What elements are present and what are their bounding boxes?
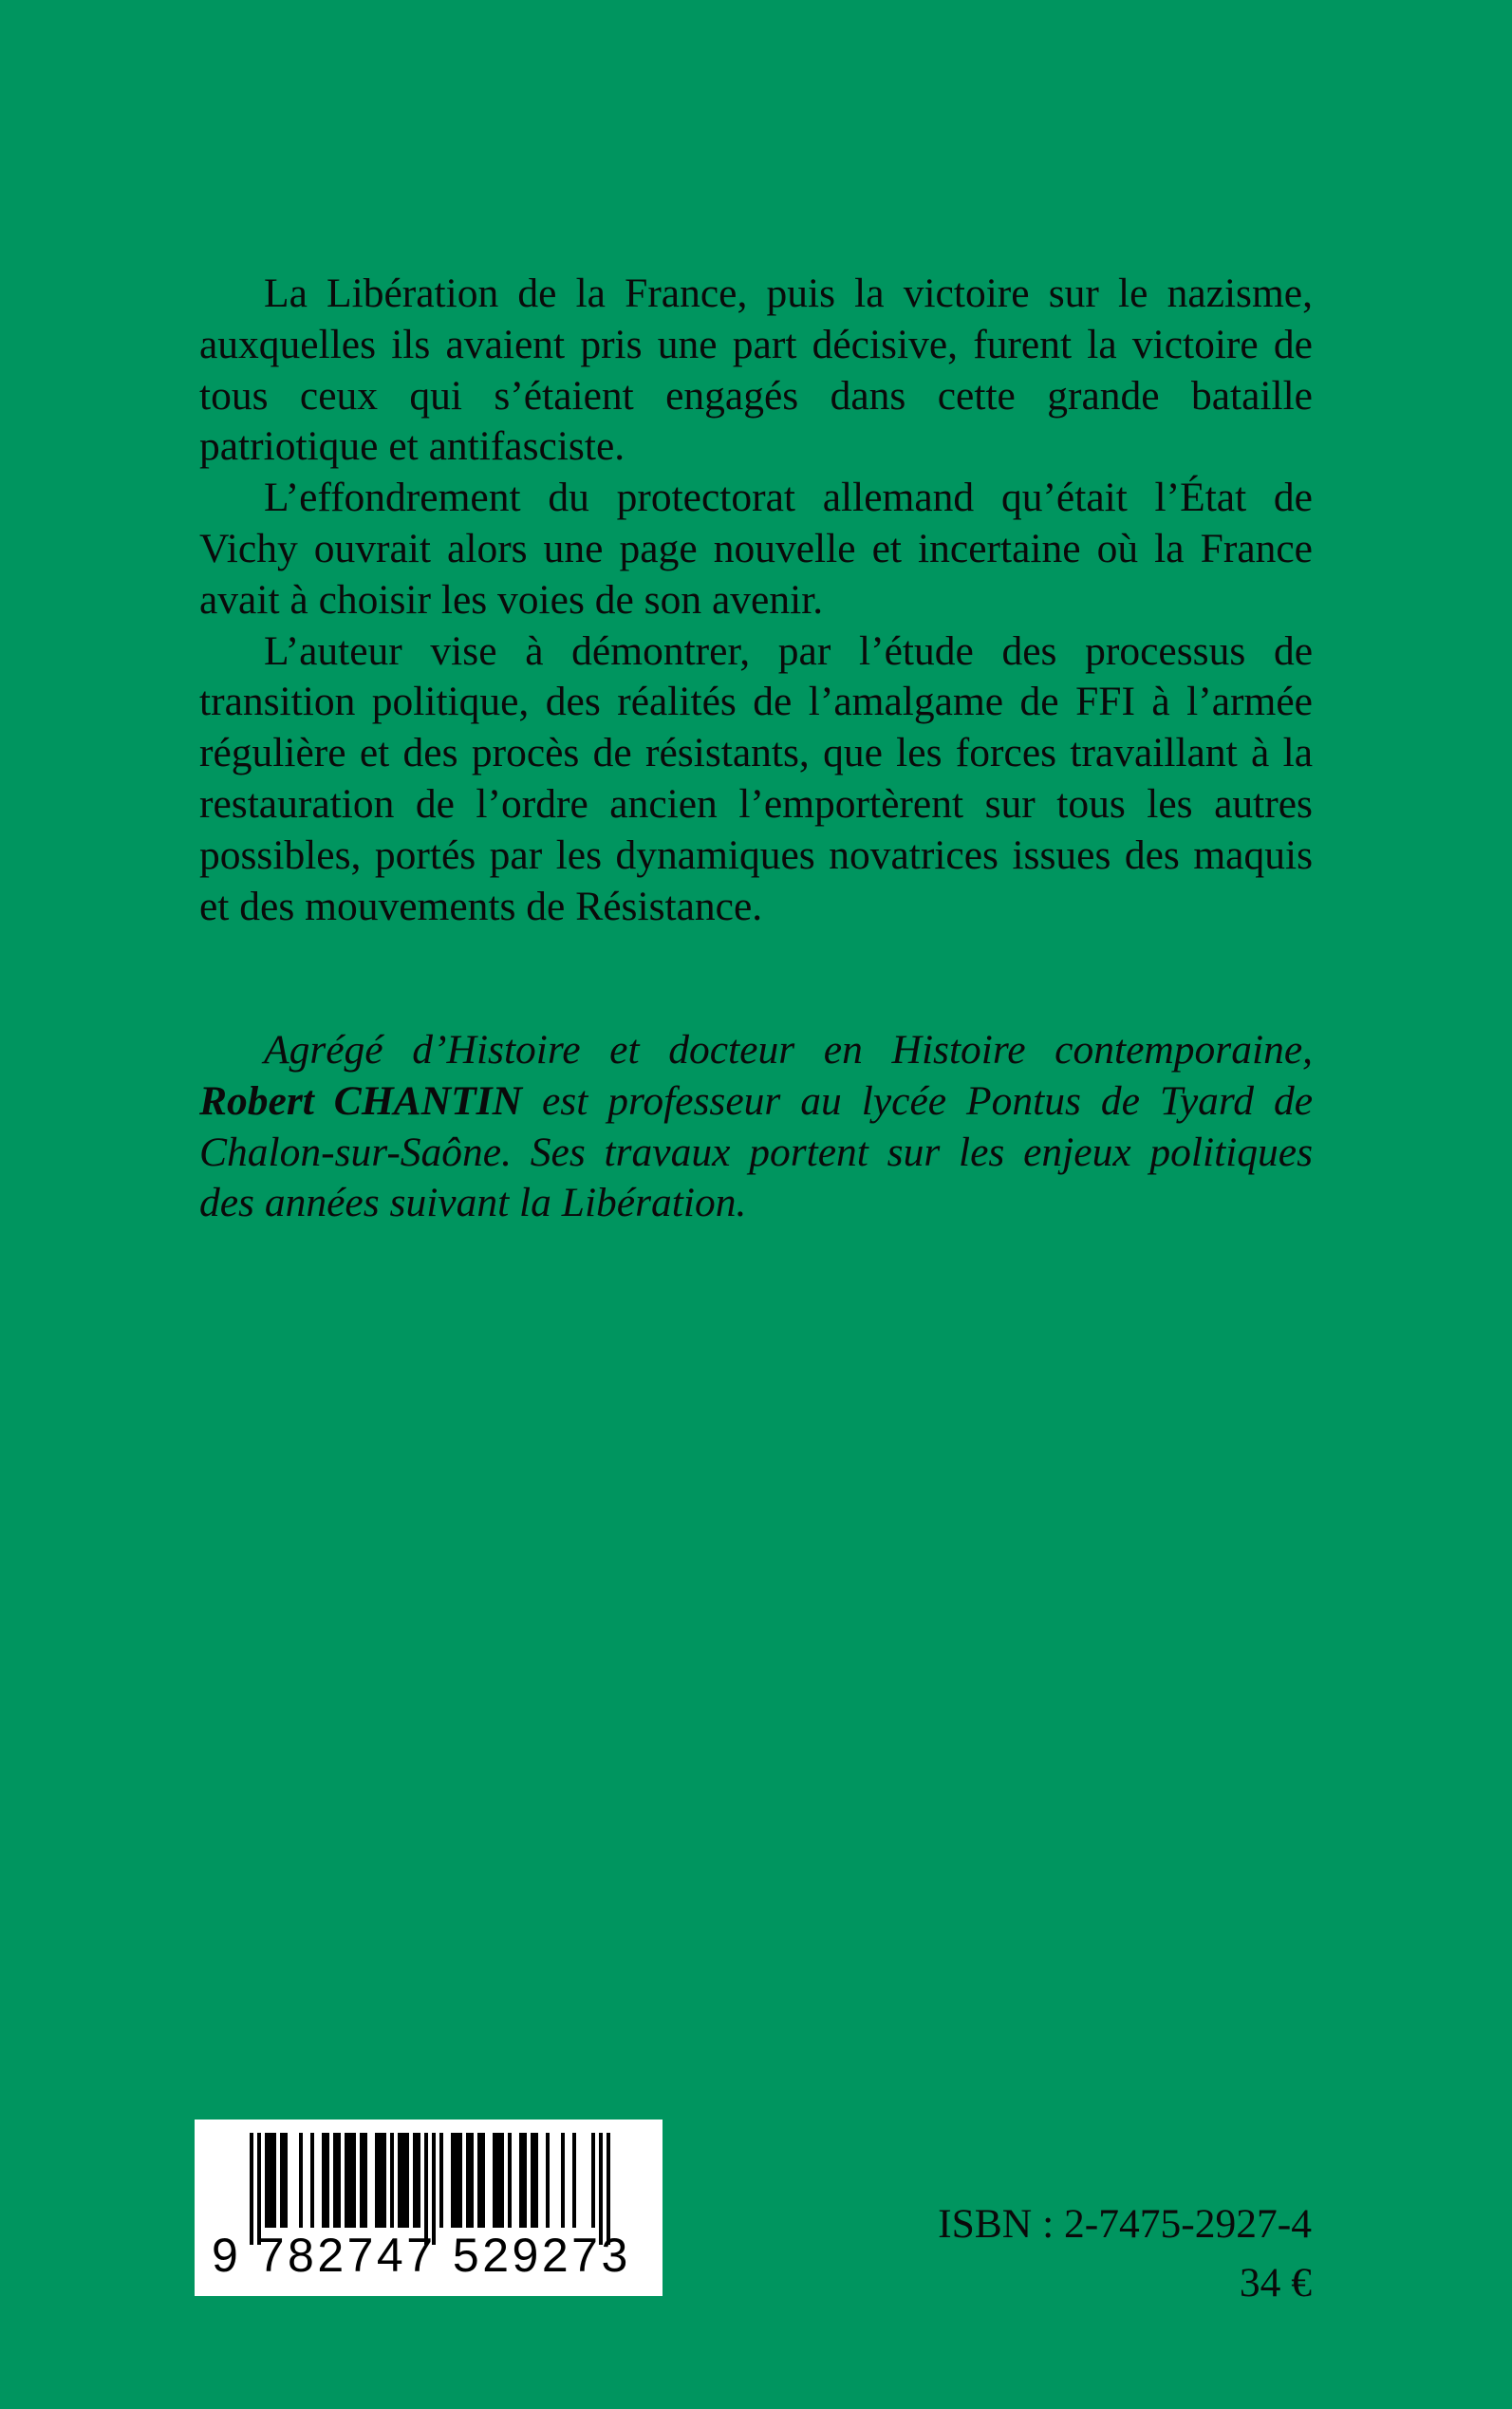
barcode-bar-43 — [531, 2133, 534, 2228]
barcode-bar-9 — [322, 2133, 326, 2228]
barcode-bar-37 — [493, 2133, 496, 2228]
barcode-bar-14 — [348, 2133, 352, 2228]
price: 34 € — [1239, 2260, 1312, 2306]
barcode-bar-12 — [337, 2133, 341, 2228]
summary-paragraph-1: La Libération de la France, puis la victoire sur le nazisme, auxquelles ils avaient pris une part décisive, furent la victoire de tous ceux qui s’étaient engagés dans cette grande bataille patriotique et antifasciste. — [199, 271, 1313, 470]
barcode-bar-6 — [284, 2133, 288, 2228]
barcode-bar-17 — [364, 2133, 367, 2228]
barcode-bar-23 — [401, 2133, 405, 2228]
barcode-bar-8 — [310, 2133, 314, 2228]
barcode-bar-29 — [439, 2133, 443, 2228]
barcode-bar-16 — [360, 2133, 364, 2228]
barcode-bar-3 — [269, 2133, 272, 2228]
isbn: ISBN : 2-7475-2927-4 — [938, 2201, 1312, 2247]
author-name: Robert CHANTIN — [199, 1077, 522, 1124]
barcode-bar-34 — [470, 2133, 474, 2228]
barcode-bar-21 — [390, 2133, 394, 2228]
barcode-bar-35 — [477, 2133, 481, 2228]
author-bio-lead: Agrégé d’Histoire et docteur en Histoire contemporaine, — [264, 1027, 1313, 1073]
barcode-bar-26 — [417, 2133, 420, 2228]
barcode-bar-13 — [345, 2133, 348, 2228]
barcode-bar-10 — [326, 2133, 329, 2228]
barcode-bar-19 — [379, 2133, 383, 2228]
barcode-bar-46 — [561, 2133, 565, 2228]
barcode-bar-47 — [572, 2133, 576, 2228]
author-bio-rest: est professeur au lycée Pontus de Tyard de Chalon-sur-Saône. Ses travaux portent sur les enjeux politiques des années suivant la Libération. — [199, 1077, 1314, 1226]
barcode-bar-2 — [265, 2133, 269, 2228]
barcode-bar-42 — [523, 2133, 527, 2228]
author-bio — [199, 1025, 1313, 1229]
barcode-bar-48 — [591, 2133, 595, 2228]
summary-paragraph-3: L’auteur vise à démontrer, par l’étude des processus de transition politique, des réalités de l’amalgame de FFI à l’armée régulière et des procès de résistants, que les forces travaillant à la restauration de l’ordre ancien l’emportèrent sur tous les autres possibles, portés par les dynamiques novatrices issues des maquis et des mouvements de Résistance. — [199, 627, 1313, 929]
barcode-bar-33 — [466, 2133, 470, 2228]
barcode-bar-41 — [519, 2133, 523, 2228]
barcode-bar-15 — [352, 2133, 356, 2228]
barcode-bar-39 — [500, 2133, 504, 2228]
summary-paragraph-2: L’effondrement du protectorat allemand qu’était l’État de Vichy ouvrait alors une page nouvelle et incertaine où la France avait à choisir les voies de son avenir. — [199, 475, 1313, 623]
barcode-bar-5 — [280, 2133, 284, 2228]
summary-text — [199, 269, 1313, 932]
barcode-bar-11 — [333, 2133, 337, 2228]
barcode-digits: 9 782747 529273 — [212, 2229, 631, 2282]
barcode-bar-30 — [451, 2133, 455, 2228]
barcode-bar-7 — [299, 2133, 303, 2228]
barcode-bar-4 — [272, 2133, 276, 2228]
barcode-bar-40 — [508, 2133, 512, 2228]
barcode-bar-44 — [534, 2133, 538, 2228]
barcode-bar-22 — [398, 2133, 401, 2228]
barcode-bar-25 — [413, 2133, 417, 2228]
barcode-bar-38 — [496, 2133, 500, 2228]
barcode-bar-36 — [481, 2133, 485, 2228]
barcode-bar-31 — [455, 2133, 458, 2228]
barcode-bar-45 — [546, 2133, 550, 2228]
barcode-bar-20 — [383, 2133, 386, 2228]
barcode-bar-24 — [405, 2133, 409, 2228]
barcode-bar-32 — [458, 2133, 462, 2228]
barcode-bar-18 — [375, 2133, 379, 2228]
barcode — [195, 2120, 663, 2296]
